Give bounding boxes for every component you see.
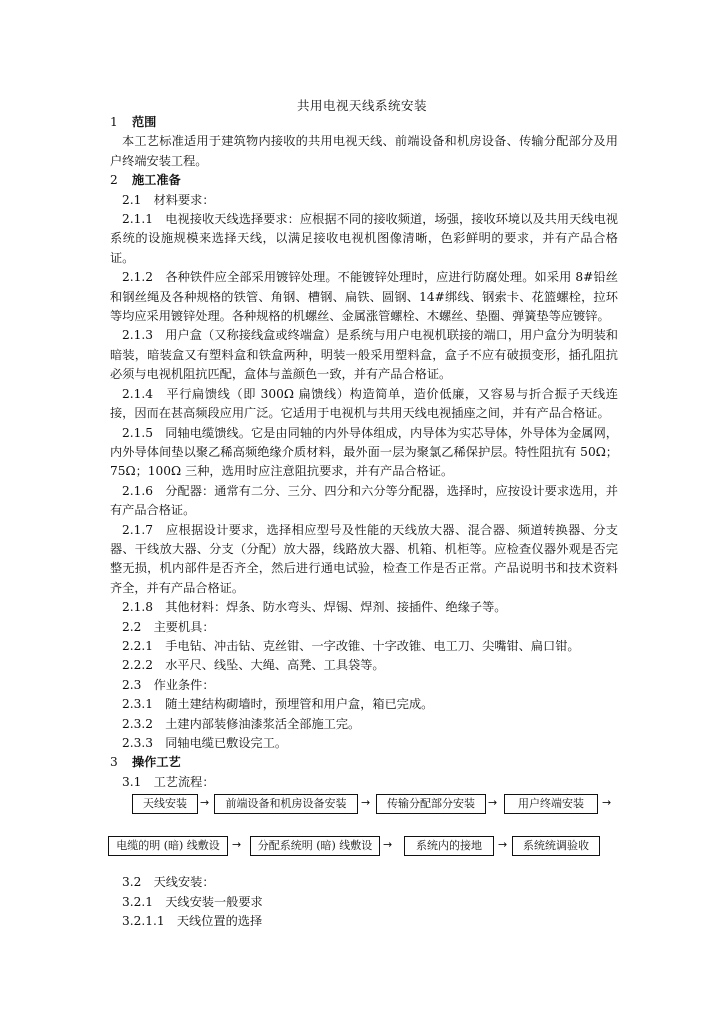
subsection-heading: 2.1 材料要求： bbox=[122, 192, 215, 207]
clause-paragraph: 2.2.1 手电钻、冲击钻、克丝钳、一字改锥、十字改锥、电工刀、尖嘴钳、扁口钳。 bbox=[122, 638, 580, 653]
clause-paragraph: 2.2.2 水平尺、线坠、大绳、高凳、工具袋等。 bbox=[122, 658, 385, 673]
flow-arrow: → bbox=[200, 796, 210, 810]
flow-arrow: → bbox=[383, 838, 393, 852]
flow-arrow: → bbox=[602, 796, 612, 810]
clause-paragraph: 2.1.8 其他材料：焊条、防水弯头、焊锡、焊剂、接插件、绝缘子等。 bbox=[122, 600, 507, 615]
section-number: 1 bbox=[110, 115, 118, 129]
flow-step-box: 系统统调验收 bbox=[512, 836, 600, 856]
flow-arrow: → bbox=[498, 838, 508, 852]
clause-paragraph: 2.1.1 电视接收天线选择要求：应根据不同的接收频道，场强，接收环境以及共用天线电视系统的设施规模来选择天线，以满足接收电视机图像清晰，色彩鲜明的要求，并有产品合格证。 bbox=[110, 212, 618, 265]
process-flow-diagram bbox=[110, 792, 618, 873]
subsection-heading: 3.2 天线安装： bbox=[122, 875, 215, 890]
subsection-heading: 3.2.1 天线安装一般要求 bbox=[122, 894, 263, 909]
flow-step-box: 系统内的接地 bbox=[404, 836, 494, 856]
flow-step-box: 传输分配部分安装 bbox=[376, 794, 486, 814]
section-title: 范围 bbox=[132, 115, 157, 129]
clause-paragraph: 2.1.7 应根据设计要求，选择相应型号及性能的天线放大器、混合器、频道转换器、分支器、干线放大器、分支（分配）放大器，线路放大器、机箱、机柜等。应检查仪器外观是否完整无损，机内部件是否齐全，然后进行通电试验，检查工作是否正常。产品说明书和技术资料齐全，并有产品合格证。 bbox=[110, 522, 618, 595]
flow-arrow: → bbox=[488, 796, 498, 810]
section-heading-2 bbox=[110, 171, 618, 190]
flow-step-box: 用户终端安装 bbox=[504, 794, 598, 814]
flow-step-box: 天线安装 bbox=[132, 794, 198, 814]
subsection-heading: 3.2.1.1 天线位置的选择 bbox=[122, 914, 263, 929]
clause-paragraph: 2.1.5 同轴电缆馈线。它是由同轴的内外导体组成，内导体为实芯导体，外导体为金属网，内外导体间垫以聚乙稀高频绝缘介质材料，最外面一层为聚氯乙稀保护层。特性阻抗有 50Ω；75Ω；100Ω 三种，选用时应注意阻抗要求，并有产品合格证。 bbox=[110, 425, 618, 479]
clause-paragraph: 2.3.2 土建内部装修油漆浆活全部施工完。 bbox=[122, 716, 361, 731]
subsection-heading: 2.2 主要机具： bbox=[122, 619, 215, 634]
flow-arrow: → bbox=[232, 838, 242, 852]
section-title: 施工准备 bbox=[132, 173, 181, 188]
subsection-heading: 3.1 工艺流程： bbox=[122, 774, 215, 789]
clause-paragraph: 2.3.3 同轴电缆已敷设完工。 bbox=[122, 736, 288, 750]
flow-arrow: → bbox=[361, 796, 371, 810]
flow-step-box: 电缆的明 (暗) 线敷设 bbox=[108, 836, 228, 856]
clause-paragraph: 2.3.1 随土建结构砌墙时，预埋管和用户盒，箱已完成。 bbox=[122, 697, 434, 712]
section-number: 2 bbox=[110, 173, 118, 188]
flow-step-box: 分配系统明 (暗) 线敷设 bbox=[250, 836, 380, 856]
section-number: 3 bbox=[110, 755, 118, 770]
document-body bbox=[110, 113, 618, 931]
page-title: 共用电视天线系统安装 bbox=[296, 98, 427, 113]
clause-paragraph: 2.1.3 用户盒（又称接线盒或终端盒）是系统与用户电视机联接的端口，用户盒分为明装和暗装，暗装盒又有塑料盒和铁盒两种，明装一般采用塑料盒，盒子不应有破损变形，插孔阻抗必须与电视机阻抗匹配，盒体与盖颜色一致，并有产品合格证。 bbox=[110, 328, 618, 382]
clause-paragraph: 2.1.2 各种铁件应全部采用镀锌处理。不能镀锌处理时，应进行防腐处理。如采用 8#铅丝和钢丝绳及各种规格的铁管、角钢、槽钢、扁铁、圆钢、14#绑线、钢索卡、花篮螺栓，拉环等均应采用镀锌处理。各种规格的机螺丝、金属涨管螺栓、木螺丝、垫圈、弹簧垫等应镀锌。 bbox=[110, 270, 618, 324]
section-title: 操作工艺 bbox=[132, 755, 181, 770]
clause-paragraph: 2.1.4 平行扁馈线（即 300Ω 扁馈线）构造简单，造价低廉，又容易与折合振子天线连接，因而在甚高频段应用广泛。它适用于电视机与共用天线电视插座之间，并有产品合格证。 bbox=[110, 386, 618, 421]
flow-step-box: 前端设备和机房设备安装 bbox=[214, 794, 358, 814]
subsection-heading: 2.3 作业条件： bbox=[122, 677, 215, 692]
clause-paragraph: 2.1.6 分配器：通常有二分、三分、四分和六分等分配器，选择时，应按设计要求选用，并有产品合格证。 bbox=[110, 483, 618, 518]
section-heading-3 bbox=[110, 753, 618, 772]
section-heading-1 bbox=[110, 113, 618, 132]
scope-paragraph: 本工艺标准适用于建筑物内接收的共用电视天线、前端设备和机房设备、传输分配部分及用户终端安装工程。 bbox=[110, 134, 618, 168]
